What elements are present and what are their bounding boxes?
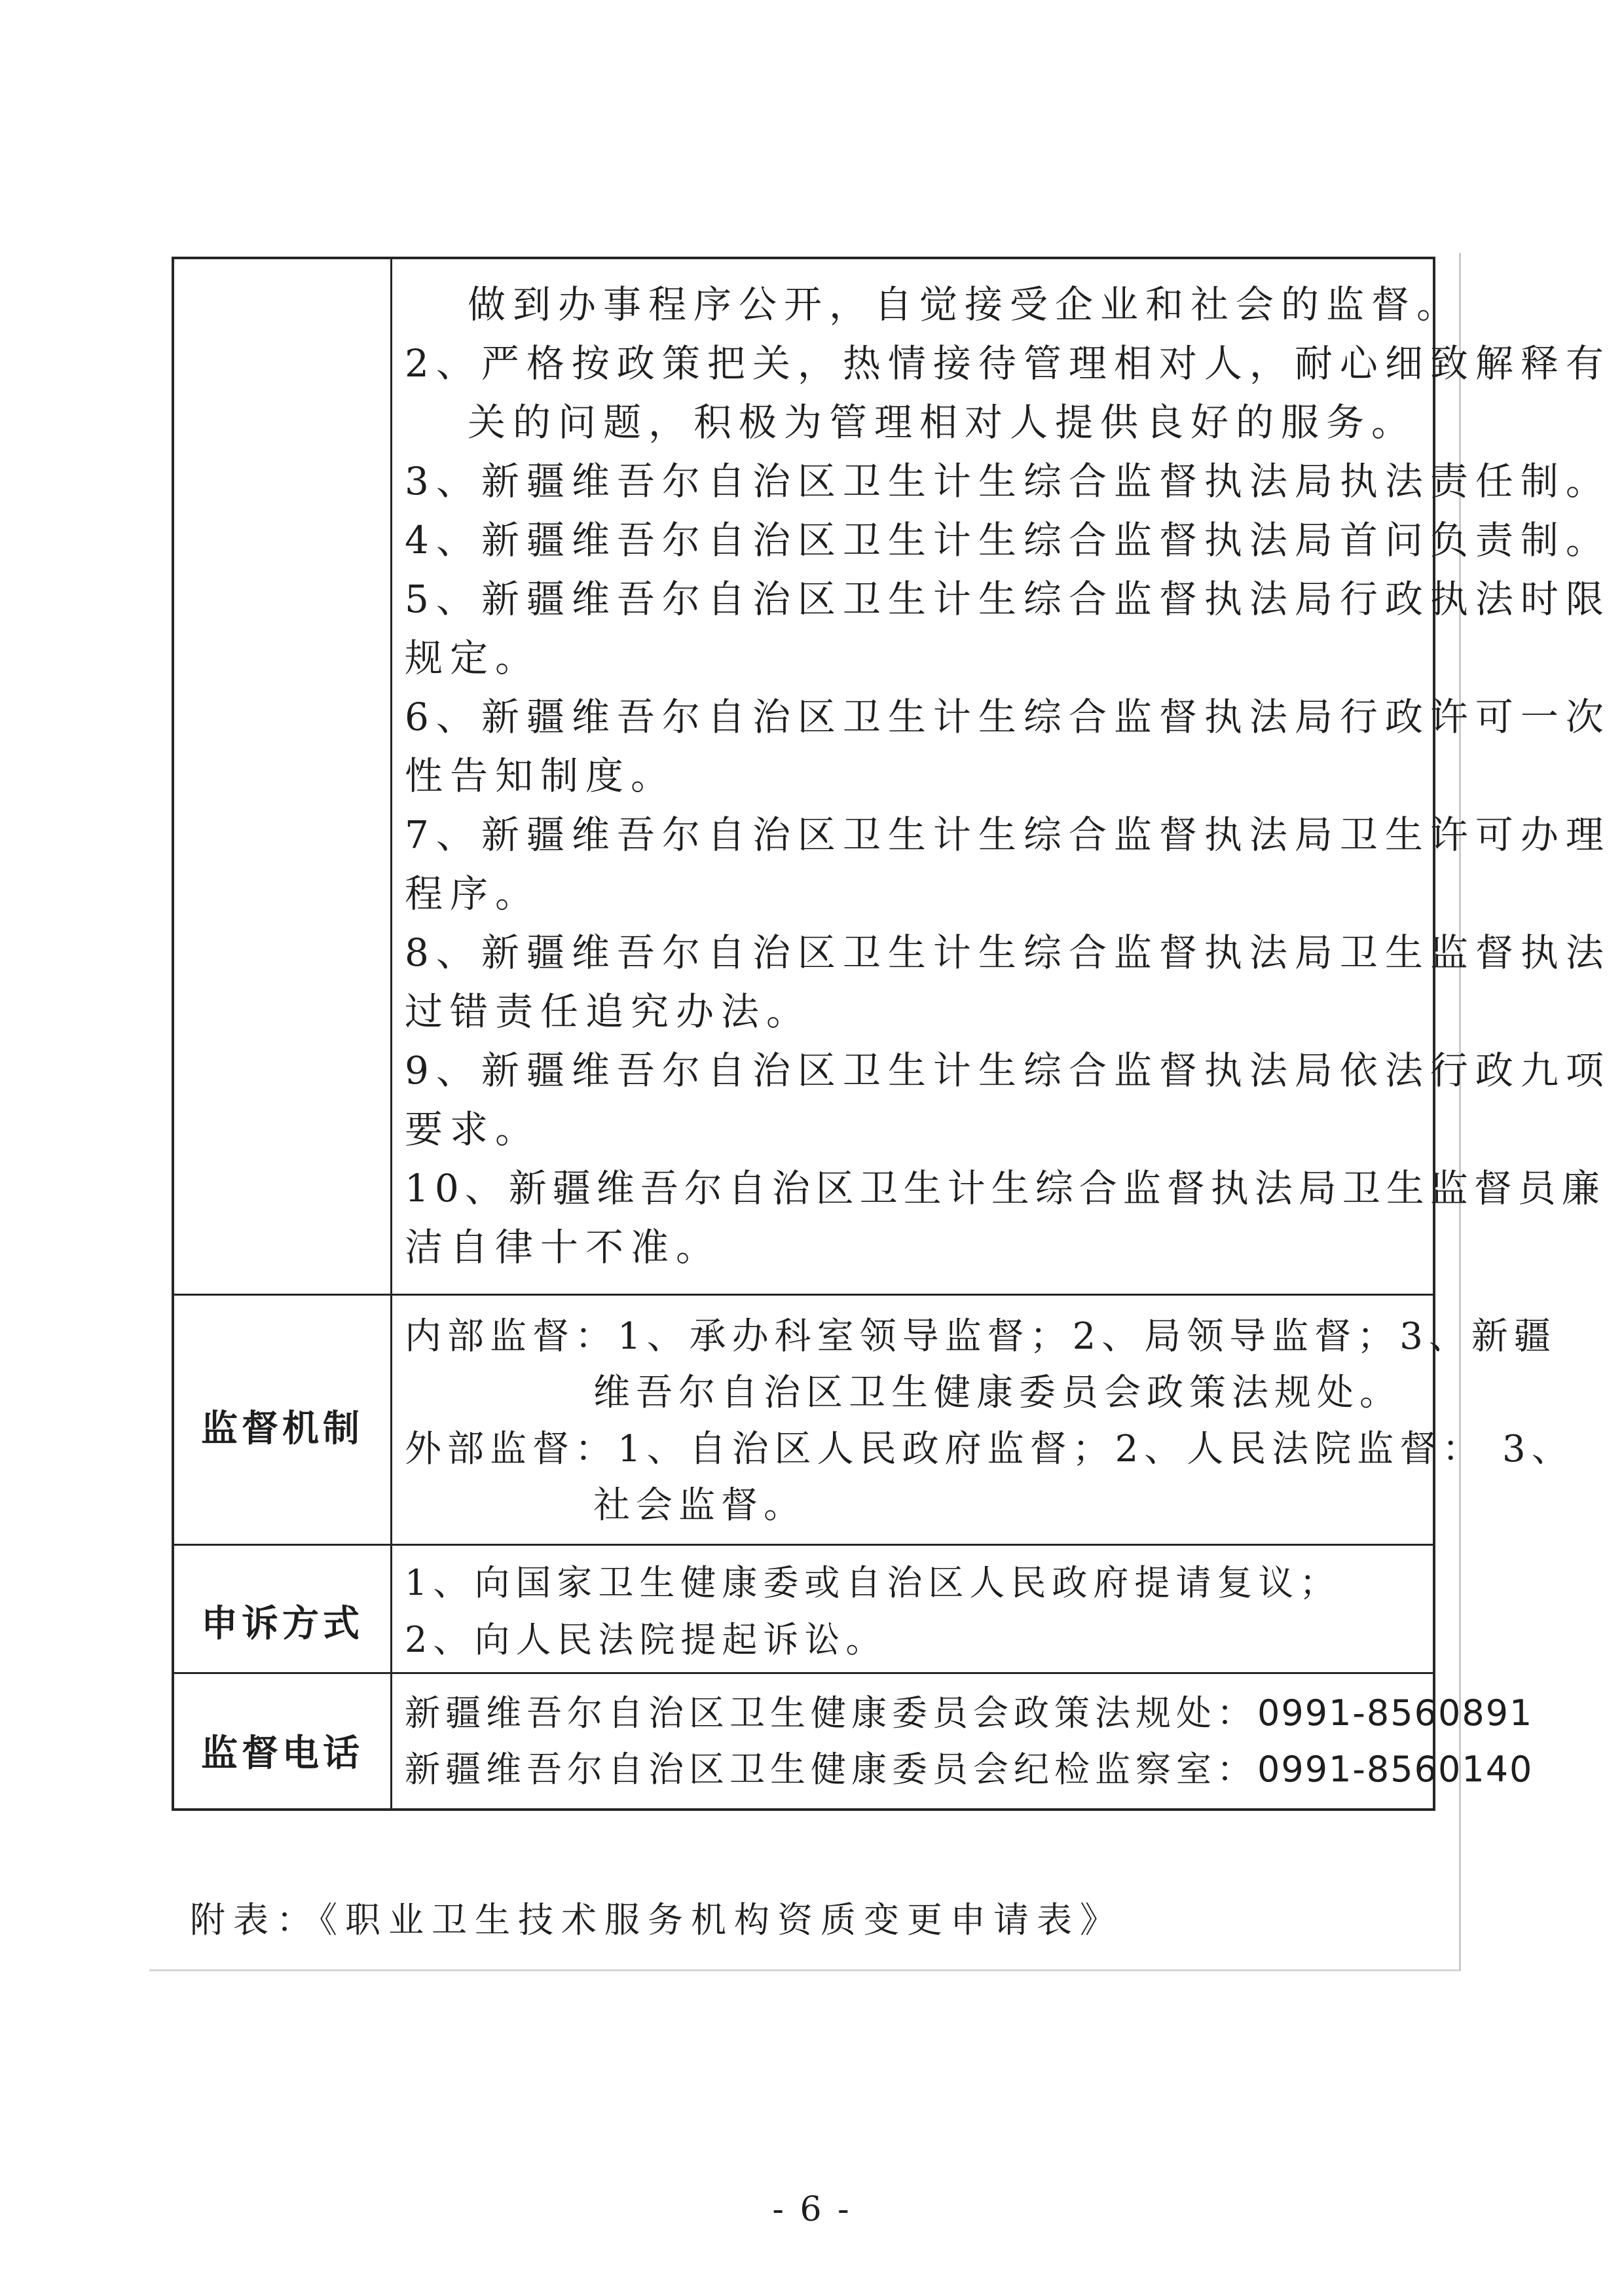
phone-number: 0991-8560891 <box>1257 1692 1534 1734</box>
table-line: 2、严格按政策把关，热情接待管理相对人，耐心细致解释有 <box>405 341 1611 386</box>
table-line: 洁自律十不准。 <box>405 1225 722 1269</box>
table-line: 9、新疆维吾尔自治区卫生计生综合监督执法局依法行政九项 <box>405 1048 1611 1093</box>
table-line: 3、新疆维吾尔自治区卫生计生综合监督执法局执法责任制。 <box>405 459 1611 503</box>
phone-label: 监督电话 <box>201 1732 363 1775</box>
appeal-line: 1、向国家卫生健康委或自治区人民政府提请复议； <box>405 1562 1341 1603</box>
table-line: 5、新疆维吾尔自治区卫生计生综合监督执法局行政执法时限 <box>405 577 1611 621</box>
external-supervision-line: 外部监督：1、自治区人民政府监督；2、人民法院监督： 3、 <box>405 1428 1574 1470</box>
attachment-note: 附表：《职业卫生技术服务机构资质变更申请表》 <box>190 1899 1123 1941</box>
phone-line <box>405 1692 1534 1734</box>
phone-office-name: 新疆维吾尔自治区卫生健康委员会政策法规处： <box>405 1692 1257 1734</box>
internal-supervision-line: 内部监督：1、承办科室领导监督；2、局领导监督；3、新疆 <box>405 1315 1557 1358</box>
external-supervision-line: 社会监督。 <box>593 1484 806 1527</box>
table-line: 要求。 <box>405 1107 541 1152</box>
internal-supervision-line: 维吾尔自治区卫生健康委员会政策法规处。 <box>593 1372 1402 1414</box>
table-line: 6、新疆维吾尔自治区卫生计生综合监督执法局行政许可一次 <box>405 695 1611 739</box>
row-divider <box>174 1672 1433 1674</box>
appeal-label: 申诉方式 <box>201 1603 363 1645</box>
page-number: - 6 - <box>772 2190 852 2229</box>
table-line: 10、新疆维吾尔自治区卫生计生综合监督执法局卫生监督员廉 <box>405 1166 1606 1211</box>
table-line: 性告知制度。 <box>405 754 676 798</box>
phone-office-name: 新疆维吾尔自治区卫生健康委员会纪检监察室： <box>405 1749 1257 1790</box>
table-line: 程序。 <box>405 871 541 916</box>
table-line: 做到办事程序公开，自觉接受企业和社会的监督。 <box>468 282 1462 327</box>
table-line: 7、新疆维吾尔自治区卫生计生综合监督执法局卫生许可办理 <box>405 812 1611 857</box>
supervision-label: 监督机制 <box>201 1408 363 1450</box>
info-table <box>172 257 1611 1811</box>
table-line: 规定。 <box>405 636 541 680</box>
row-divider <box>174 1294 1433 1296</box>
table-line: 过错责任追究办法。 <box>405 989 812 1034</box>
table-line: 4、新疆维吾尔自治区卫生计生综合监督执法局首问负责制。 <box>405 518 1611 562</box>
row-divider <box>174 1544 1433 1546</box>
table-line: 关的问题，积极为管理相对人提供良好的服务。 <box>468 400 1417 445</box>
column-divider <box>390 259 392 1808</box>
phone-number: 0991-8560140 <box>1257 1749 1534 1790</box>
appeal-line: 2、向人民法院提起诉讼。 <box>405 1619 887 1660</box>
phone-line <box>405 1749 1534 1790</box>
table-line: 8、新疆维吾尔自治区卫生计生综合监督执法局卫生监督执法 <box>405 930 1611 975</box>
